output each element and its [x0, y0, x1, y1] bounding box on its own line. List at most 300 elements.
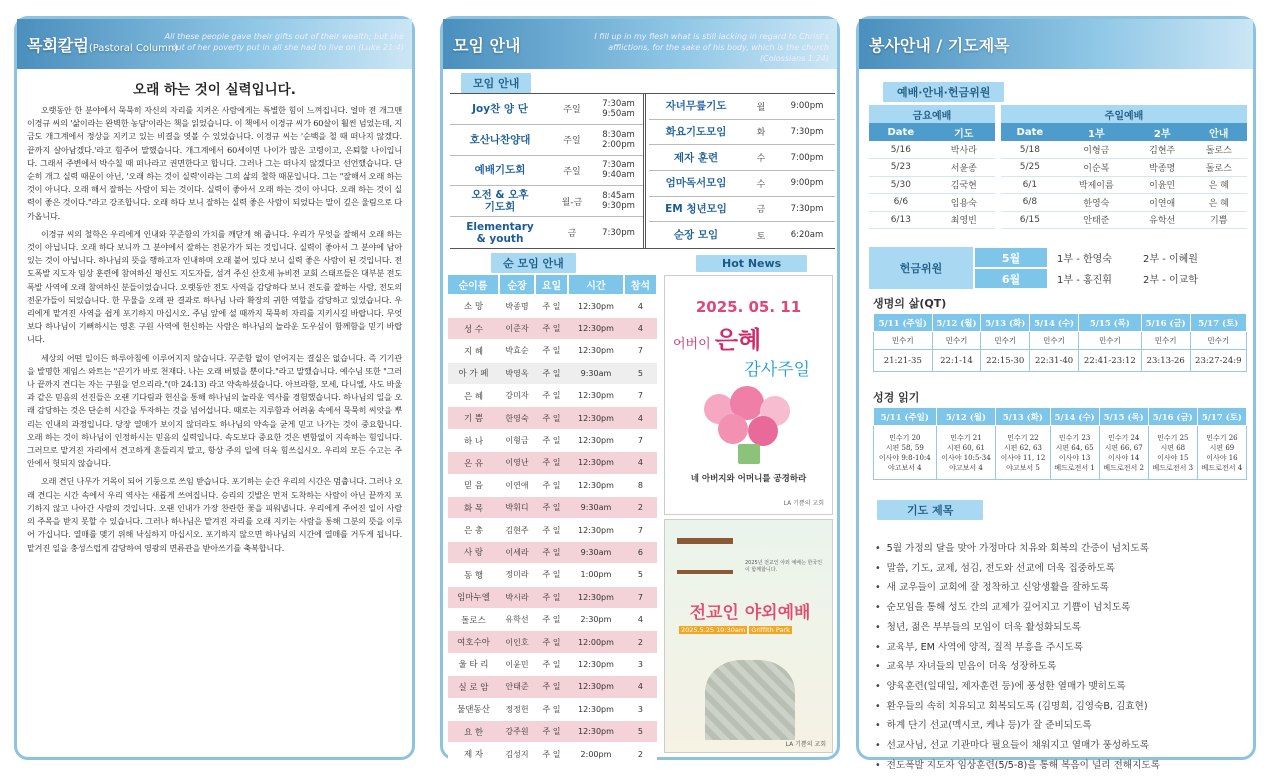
rotation-cell: 이인호	[499, 631, 535, 653]
bible-reading-line: 시편 62, 63	[1003, 443, 1042, 452]
rotation-header-row	[448, 275, 657, 295]
rotation-header: 순장	[499, 275, 535, 295]
meeting-time: 7:30am 9:50am	[602, 98, 635, 119]
bible-reading-line: 베드로전서 4	[1201, 463, 1243, 472]
friday-cell: 5/16	[869, 141, 933, 159]
rotation-cell: 12:30pm	[568, 653, 624, 675]
sunday-cell: 이연애	[1134, 194, 1191, 212]
sunday-cell: 5/25	[1001, 159, 1059, 177]
qt-day: 5/11 (주일)	[874, 314, 933, 332]
qt-reference: 22:1-14	[932, 350, 981, 372]
meeting-time: 7:30pm	[790, 203, 824, 214]
rotation-cell: 은 총	[448, 519, 499, 541]
rotation-cell: 돌로스	[448, 608, 499, 630]
rotation-header: 시간	[568, 275, 624, 295]
sunday-heading: 주일예배	[1001, 105, 1247, 123]
meetings-left-column	[450, 94, 646, 248]
rotation-cell: 2	[624, 497, 657, 519]
rotation-cell: 박영옥	[499, 362, 535, 384]
qt-day: 5/15 (목)	[1078, 314, 1141, 332]
bible-reading-line: 시편 64, 65	[1055, 443, 1094, 452]
meetings-panel	[440, 16, 840, 760]
bible-reading-line: 민수기 25	[1157, 433, 1189, 442]
offering-section	[869, 247, 1247, 289]
rotation-cell: 4	[624, 676, 657, 698]
sunday-cell: 이형금	[1059, 141, 1134, 159]
rotation-cell: 주 일	[535, 362, 568, 384]
rotation-cell: 하 나	[448, 429, 499, 451]
bible-reading-line: 민수기 24	[1107, 433, 1140, 442]
rotation-cell: 믿 음	[448, 474, 499, 496]
bible-reading-cell	[874, 426, 937, 480]
rotation-cell: 12:30pm	[568, 407, 624, 429]
rotation-row	[448, 429, 657, 451]
rotation-row	[448, 295, 657, 317]
meeting-row	[450, 156, 643, 187]
rotation-cell: 박효순	[499, 340, 535, 362]
bible-reading-line: 야고보서 4	[887, 463, 922, 472]
meeting-row	[450, 186, 643, 217]
bible-reading-cell	[996, 426, 1050, 480]
rotation-cell: 아 가 페	[448, 362, 499, 384]
column-body	[17, 104, 412, 555]
meeting-day: 화	[756, 128, 766, 139]
bible-reading-line: 민수기 26	[1206, 433, 1238, 442]
bible-reading-cell	[1148, 426, 1197, 480]
bible-reading-line: 베드로전서 1	[1054, 463, 1095, 472]
rotation-cell: 주 일	[535, 720, 568, 742]
meetings-right-column	[649, 94, 835, 248]
qt-book: 민수기	[1190, 332, 1246, 350]
rotation-row	[448, 631, 657, 653]
sunday-cell: 은 혜	[1190, 194, 1247, 212]
flower-bouquet-image	[694, 386, 804, 464]
sunday-cell: 안태준	[1059, 211, 1134, 229]
rotation-cell: 소 망	[448, 295, 499, 317]
rotation-cell: 12:30pm	[568, 452, 624, 474]
rotation-cell: 주 일	[535, 608, 568, 630]
meeting-row	[649, 120, 835, 146]
friday-cell: 김국현	[933, 176, 995, 194]
offering-month: 6월	[975, 269, 1047, 288]
sunday-cell: 기쁨	[1190, 211, 1247, 229]
rotation-cell: 3	[624, 653, 657, 675]
friday-row	[869, 176, 995, 194]
bible-reading-line: 이사야 9:8-10:4	[878, 453, 931, 462]
rotation-cell: 7	[624, 429, 657, 451]
rotation-cell: 주 일	[535, 631, 568, 653]
rotation-cell: 주 일	[535, 474, 568, 496]
bible-reading-line: 민수기 20	[889, 433, 921, 442]
rotation-row	[448, 407, 657, 429]
meeting-row	[450, 125, 643, 156]
rotation-cell: 박시라	[499, 586, 535, 608]
prayer-item: • 5월 가정의 달을 맞아 가정마다 치유와 회복의 간증이 넘치도록	[875, 539, 1245, 559]
qt-book: 민수기	[932, 332, 981, 350]
rotation-cell: 주 일	[535, 317, 568, 339]
bible-day: 5/17 (토)	[1197, 408, 1246, 426]
rotation-cell: 정정헌	[499, 698, 535, 720]
bible-day: 5/15 (목)	[1099, 408, 1148, 426]
rotation-cell: 7	[624, 340, 657, 362]
bible-day: 5/11 (주일)	[874, 408, 937, 426]
bible-day: 5/12 (월)	[936, 408, 996, 426]
rotation-cell: 9:30am	[568, 362, 624, 384]
bible-reading-cell	[1050, 426, 1099, 480]
meeting-name: 순장 모임	[673, 229, 719, 242]
prayer-item: • 환우들의 속히 치유되고 회복되도록 (김명희, 김영숙B, 김효현)	[875, 697, 1245, 717]
bible-reading-line: 시편 60, 61	[946, 443, 985, 452]
meeting-day: 월	[756, 102, 766, 113]
rotation-cell: 온 유	[448, 452, 499, 474]
rotation-row	[448, 362, 657, 384]
poster-line2: 은혜	[714, 326, 762, 354]
panel-header	[443, 19, 837, 69]
rotation-cell: 주 일	[535, 564, 568, 586]
sunday-row	[1001, 141, 1247, 159]
qt-reference: 23:13-26	[1141, 350, 1190, 372]
rotation-cell: 12:30pm	[568, 586, 624, 608]
prayer-item: • 교육부, EM 사역에 양적, 질적 부흥을 주시도록	[875, 638, 1245, 658]
qt-reference: 23:27-24:9	[1190, 350, 1246, 372]
poster-line3: 감사주일	[744, 360, 810, 380]
prayer-item: • 교육부 자녀들의 믿음이 더욱 성장하도록	[875, 657, 1245, 677]
bible-reading-line: 이사야 15	[1157, 453, 1189, 462]
rotation-cell: 5	[624, 362, 657, 384]
prayer-item: • 새 교우들이 교회에 잘 정착하고 신앙생활을 잘하도록	[875, 578, 1245, 598]
panel-title: 봉사안내 / 기도제목	[869, 36, 1010, 55]
rotation-cell: 2	[624, 743, 657, 765]
rotation-cell: 2:30pm	[568, 608, 624, 630]
friday-column-header: Date	[887, 126, 915, 138]
rotation-row	[448, 743, 657, 765]
meeting-day: 주일	[563, 105, 581, 116]
meeting-day: 금	[756, 205, 766, 216]
meeting-name: 자녀무릎기도	[665, 100, 727, 113]
meeting-name: 오전 & 오후 기도회	[471, 189, 529, 214]
rotation-cell: 주 일	[535, 295, 568, 317]
rotation-cell: 주 일	[535, 407, 568, 429]
sunday-column-header: 1부	[1088, 128, 1105, 140]
rotation-header: 요일	[535, 275, 568, 295]
offering-first: 1부 - 한영숙	[1057, 254, 1112, 265]
offering-first: 1부 - 홍진휘	[1057, 275, 1112, 286]
qt-book: 민수기	[981, 332, 1030, 350]
qt-table	[873, 313, 1247, 372]
mothers-day-poster	[664, 275, 833, 515]
sunday-cell: 돌로스	[1190, 159, 1247, 177]
meeting-time: 7:30am 9:40am	[602, 160, 635, 181]
bible-reading-line: 민수기 23	[1058, 433, 1091, 442]
rotation-cell: 박휘디	[499, 497, 535, 519]
prayer-list	[875, 539, 1245, 775]
bible-reading-line: 시편 69	[1209, 443, 1235, 452]
bible-reading-line: 이사야 10:5-34	[941, 453, 991, 462]
bible-day: 5/13 (화)	[996, 408, 1050, 426]
rotation-cell: 주 일	[535, 519, 568, 541]
offering-row	[975, 247, 1247, 268]
rotation-cell: 8	[624, 474, 657, 496]
rotation-row	[448, 340, 657, 362]
prayer-item: • 순모임을 통해 성도 간의 교제가 깊어지고 기쁨이 넘치도록	[875, 598, 1245, 618]
rotation-cell: 12:30pm	[568, 519, 624, 541]
panel-header	[859, 19, 1253, 69]
meeting-row	[649, 197, 835, 223]
column-paragraph: 오랫동안 한 분야에서 묵묵히 자신의 자리를 지켜온 사람에게는 특별한 힘이 느껴집니다. 얼마 전 개그맨 이경규 씨의 '삶이라는 완벽한 농담'이라는 책을 읽었습니다. 이 책에서 이경규 씨가 60살이 훨씬 넘었는데, 지금도 개그계에서 정상을 지키고 있는 비결을 엿볼 수 있었습니다. 이경규 씨는 '순백을 철 때 떠나지 않겠다. 끝까지 살아남겠다.'라고 힘주어 말했습니다. 개그계에서 60세이면 나이가 많은 고령이고, 은퇴할 나이입니다. 그래서 주변에서 박수칠 때 떠나라고 권면한다고 합니다. 그러나 그는 떠나지 않겠다고 선언했습니다. 단순히 개그 실력 때문이 아닌, '오래 하는 것이 실력'이라는 그의 삶의 철학 때문입니다. 그는 "잘해서 오래 하는 것이 아니다. 오래 해서 잘하는 사람이 되는 것이다. 실력이 좋아서 오래 하는 것이 아니다. 오래 하는 것이 실력이 좋은 것이다."라고 강조합니다. 오래 하다 보니 잘하는 실력 좋은 사람이 되었다는 말이 깊은 울림으로 다가옵니다.	[27, 105, 402, 221]
rotation-cell: 지 혜	[448, 340, 499, 362]
poster-line1: 어버이	[673, 337, 711, 352]
rotation-row	[448, 317, 657, 339]
qt-reference: 22:41-23:12	[1078, 350, 1141, 372]
meeting-row	[649, 171, 835, 197]
friday-cell: 5/30	[869, 176, 933, 194]
prayer-item: • 청년, 젊은 부부들의 모임이 더욱 활성화되도록	[875, 618, 1245, 638]
rotation-cell: 주 일	[535, 429, 568, 451]
qt-title: 생명의 삶(QT)	[873, 297, 947, 310]
rotation-cell: 김성지	[499, 743, 535, 765]
rotation-row	[448, 608, 657, 630]
rotation-cell: 이연애	[499, 474, 535, 496]
meeting-time: 8:45am 9:30pm	[602, 191, 635, 212]
offering-row	[975, 268, 1247, 289]
bible-reading-cell	[1099, 426, 1148, 480]
rotation-cell: 6	[624, 541, 657, 563]
bible-reading-line: 이사야 14	[1107, 453, 1140, 462]
friday-cell: 5/23	[869, 159, 933, 177]
offering-month: 5월	[975, 248, 1047, 267]
bible-reading-line: 야고보서 4	[949, 463, 983, 472]
bible-reading-line: 이사야 11, 12	[1000, 453, 1046, 462]
sunday-column-header: 안내	[1209, 128, 1229, 140]
meeting-row	[649, 222, 835, 248]
rotation-cell: 3	[624, 698, 657, 720]
qt-reference: 22:31-40	[1030, 350, 1079, 372]
sunday-cell: 은 혜	[1190, 176, 1247, 194]
sunday-column-header: Date	[1016, 126, 1044, 138]
meeting-row	[450, 217, 643, 248]
rotation-cell: 12:30pm	[568, 474, 624, 496]
meeting-time: 8:30am 2:00pm	[602, 129, 635, 150]
rotation-cell: 12:30pm	[568, 340, 624, 362]
qt-day: 5/14 (수)	[1030, 314, 1079, 332]
rotation-cell: 12:30pm	[568, 385, 624, 407]
rotation-cell: 주 일	[535, 676, 568, 698]
offering-second: 2부 - 이혜원	[1143, 254, 1198, 265]
rotation-cell: 화 목	[448, 497, 499, 519]
friday-row	[869, 211, 995, 229]
rotation-cell: 2	[624, 631, 657, 653]
rotation-cell: 12:30pm	[568, 295, 624, 317]
rotation-row	[448, 720, 657, 742]
meeting-time: 9:00pm	[790, 101, 824, 112]
rotation-cell: 박종명	[499, 295, 535, 317]
rotation-cell: 안태준	[499, 676, 535, 698]
rotation-cell: 실 로 암	[448, 676, 499, 698]
meeting-day: 금	[567, 229, 577, 240]
rotation-cell: 12:30pm	[568, 698, 624, 720]
meeting-name: EM 청년모임	[665, 202, 727, 215]
rotation-cell: 12:30pm	[568, 676, 624, 698]
rotation-cell: 제 자	[448, 743, 499, 765]
meeting-name: 호산나찬양대	[469, 133, 531, 146]
qt-day: 5/12 (월)	[932, 314, 981, 332]
rotation-cell: 요 한	[448, 720, 499, 742]
poster2-church: LA 기쁨의 교회	[785, 741, 826, 748]
poster2-small: 2025년 전교인 야외 예배는 한국인이 함께합니다.	[745, 560, 823, 573]
rotation-cell: 이형금	[499, 429, 535, 451]
meeting-row	[450, 94, 643, 125]
rotation-cell: 강미자	[499, 385, 535, 407]
bible-day: 5/16 (금)	[1148, 408, 1197, 426]
qt-reference: 21:21-35	[874, 350, 933, 372]
rotation-cell: 9:30am	[568, 541, 624, 563]
hot-news-tag: Hot News	[696, 255, 807, 272]
rotation-cell: 7	[624, 385, 657, 407]
sunday-cell: 김현주	[1134, 141, 1191, 159]
bible-reading-line: 시편 68	[1160, 443, 1186, 452]
panel-title: 모임 안내	[453, 36, 521, 55]
column-title: 오래 하는 것이 실력입니다.	[133, 82, 296, 98]
rotation-cell: 은 혜	[448, 385, 499, 407]
meeting-name: 예배기도회	[474, 164, 526, 177]
rotation-cell: 4	[624, 407, 657, 429]
rotation-row	[448, 497, 657, 519]
bible-reading-line: 민수기 21	[950, 433, 982, 442]
rotation-tag: 순 모임 안내	[491, 253, 576, 273]
rotation-cell: 이영난	[499, 452, 535, 474]
rotation-cell: 이준자	[499, 317, 535, 339]
rotation-cell: 주 일	[535, 586, 568, 608]
friday-heading: 금요예배	[869, 105, 995, 123]
meeting-day: 월-금	[561, 197, 583, 208]
rotation-cell: 강주원	[499, 720, 535, 742]
outdoor-service-poster	[664, 519, 833, 753]
rotation-cell: 주 일	[535, 452, 568, 474]
friday-service-table	[869, 105, 995, 229]
rotation-cell: 주 일	[535, 497, 568, 519]
rotation-row	[448, 653, 657, 675]
stone-path-image	[705, 660, 795, 740]
friday-cell: 임용숙	[933, 194, 995, 212]
bible-day: 5/14 (수)	[1050, 408, 1099, 426]
sunday-service-table	[1001, 105, 1247, 229]
meeting-day: 주일	[563, 136, 581, 147]
friday-cell: 서윤종	[933, 159, 995, 177]
qt-day: 5/16 (금)	[1141, 314, 1190, 332]
rotation-table	[448, 275, 658, 766]
rotation-row	[448, 474, 657, 496]
poster2-title: 전교인 야외예배	[689, 603, 811, 623]
rotation-cell: 4	[624, 295, 657, 317]
header-verse: All these people gave their gifts out of their wealth; but she out of her poverty put in all she had to live on (Luke 21:4)	[164, 32, 404, 52]
panel-subtitle: (Pastoral Column)	[88, 43, 179, 54]
friday-row	[869, 194, 995, 212]
rotation-cell: 주 일	[535, 340, 568, 362]
friday-column-header: 기도	[954, 128, 974, 140]
rotation-cell: 5	[624, 564, 657, 586]
meeting-day: 수	[756, 154, 766, 165]
friday-cell: 6/6	[869, 194, 933, 212]
pastoral-column-panel	[14, 16, 415, 760]
poster-caption: 네 아버지와 어머니를 공경하라	[690, 474, 807, 484]
rotation-cell: 울 타 리	[448, 653, 499, 675]
poster2-date: 2025.5.25 10:30am	[681, 626, 746, 634]
sunday-cell: 유학선	[1134, 211, 1191, 229]
column-paragraph: 오래 견딘 나무가 거목이 되어 기둥으로 쓰임 받습니다. 포기하는 순간 우리의 시간은 멈춥니다. 그러나 오래 견디는 시간 속에서 우리 역사는 새롭게 쓰여집니다. 승리의 깃발은 먼저 도착하는 사람이 아닌 끝까지 포기하지 않고 나아간 사람의 것입니다. 오랜 인내가 가장 찬란한 꽃을 피워냅니다. 우리에게 주어진 일이 사람의 주목을 받지 못할 수 있습니다. 그러나 하나님은 맡겨진 자리를 오래 지키는 사람을 통해 그분의 뜻을 이루어 가십니다. 열매를 맺기 위해 낙심하지 마십시오. 포기하지 않으면 하나님의 시간에 열매를 거두게 됩니다. 맡겨진 일을 충성스럽게 감당하여 영광의 면류관을 받아쓰기를 축복합니다.	[27, 476, 402, 553]
sunday-cell: 한영숙	[1059, 194, 1134, 212]
poster2-place: Griffith Park	[751, 626, 790, 634]
rotation-cell: 12:30pm	[568, 317, 624, 339]
bench-image	[677, 538, 733, 574]
rotation-cell: 2:00pm	[568, 743, 624, 765]
poster-date: 2025. 05. 11	[695, 298, 802, 316]
bible-title: 성경 읽기	[873, 391, 920, 404]
rotation-row	[448, 385, 657, 407]
sunday-cell: 박제이름	[1059, 176, 1134, 194]
bible-reading-line: 민수기 22	[1007, 433, 1039, 442]
rotation-row	[448, 586, 657, 608]
friday-row	[869, 141, 995, 159]
rotation-cell: 주 일	[535, 698, 568, 720]
rotation-cell: 4	[624, 317, 657, 339]
qt-book: 민수기	[1030, 332, 1079, 350]
meeting-name: 화요기도모임	[665, 125, 727, 138]
service-prayer-panel	[856, 16, 1256, 771]
bible-reading-line: 야고보서 5	[1006, 463, 1040, 472]
rotation-cell: 주 일	[535, 653, 568, 675]
qt-day: 5/13 (화)	[981, 314, 1030, 332]
meeting-day: 수	[756, 179, 766, 190]
bible-reading-line: 시편 58, 59	[885, 443, 924, 452]
meeting-name: 엄마독서모임	[665, 177, 727, 190]
bible-reading-line: 시편 66, 67	[1104, 443, 1143, 452]
sunday-cell: 6/1	[1001, 176, 1059, 194]
qt-reference: 22:15-30	[981, 350, 1030, 372]
bible-reading-line: 이사야 13	[1058, 453, 1091, 462]
sunday-row	[1001, 159, 1247, 177]
rotation-cell: 4	[624, 452, 657, 474]
rotation-cell: 1:00pm	[568, 564, 624, 586]
rotation-header: 참석	[624, 275, 657, 295]
sunday-cell: 이윤민	[1134, 176, 1191, 194]
panel-title: 목회칼럼	[27, 36, 89, 55]
rotation-cell: 물댄동산	[448, 698, 499, 720]
qt-book: 민수기	[874, 332, 933, 350]
rotation-cell: 5	[624, 720, 657, 742]
friday-cell: 최영빈	[933, 211, 995, 229]
bible-reading-line: 이사야 16	[1206, 453, 1238, 462]
offering-second: 2부 - 이교학	[1143, 275, 1198, 286]
meetings-table	[450, 93, 835, 249]
prayer-item: • 하계 단기 선교(멕시코, 케냐 등)가 잘 준비되도록	[875, 716, 1245, 736]
rotation-cell: 4	[624, 608, 657, 630]
meeting-row	[649, 94, 835, 120]
friday-cell: 6/13	[869, 211, 933, 229]
column-paragraph: 세상의 어떤 일이든 하루아침에 이루어지지 않습니다. 꾸준함 없이 얻어지는 결실은 없습니다. 즉 기기관을 발명한 제임스 와트는 "끈기가 바로 천재다. 나는 오래 버텼을 뿐이다."라고 말했습니다. 예수님 또한 "그러나 끝까지 견디는 자는 구원을 얻으리라."(마 24:13) 라고 약속하셨습니다. 아브라함, 모세, 다니엘, 사도 바울과 같은 믿음의 선진들은 오랜 기다림과 헌신을 통해 하나님의 놀라운 역사를 경험했습니다. 하나님의 일을 오래 감당하는 것은 단순히 시간을 투자하는 것을 넘어섭니다. 때로는 지루함과 어려움 속에서 묵묵히 씨앗을 뿌리는 인내의 과정입니다. 당장 열매가 보이지 않더라도 하나님의 약속을 굳게 믿고 나가는 것이 중요합니다. 오래 하는 것이 하나님이 인정하시는 믿음의 실력입니다. 속도보다 중요한 것은 변함없이 지속하는 힘입니다. 그러므로 맡겨진 자리에서 견고하게 흔들리지 말고, 항상 주의 일에 더욱 힘쓰십시오. 우리의 모든 수고는 주 안에서 헛되지 않습니다.	[27, 352, 402, 469]
meeting-day: 토	[756, 231, 766, 242]
rotation-cell: 기 쁨	[448, 407, 499, 429]
friday-row	[869, 159, 995, 177]
sunday-cell: 돌로스	[1190, 141, 1247, 159]
meeting-name: Joy찬 양 단	[472, 102, 528, 115]
rotation-cell: 유학선	[499, 608, 535, 630]
prayer-item: • 선교사님, 선교 기관마다 필요들이 채워지고 열매가 풍성하도록	[875, 736, 1245, 756]
sunday-cell: 이순복	[1059, 159, 1134, 177]
qt-book: 민수기	[1141, 332, 1190, 350]
friday-cell: 박사라	[933, 141, 995, 159]
qt-book: 민수기	[1078, 332, 1141, 350]
qt-day: 5/17 (토)	[1190, 314, 1246, 332]
